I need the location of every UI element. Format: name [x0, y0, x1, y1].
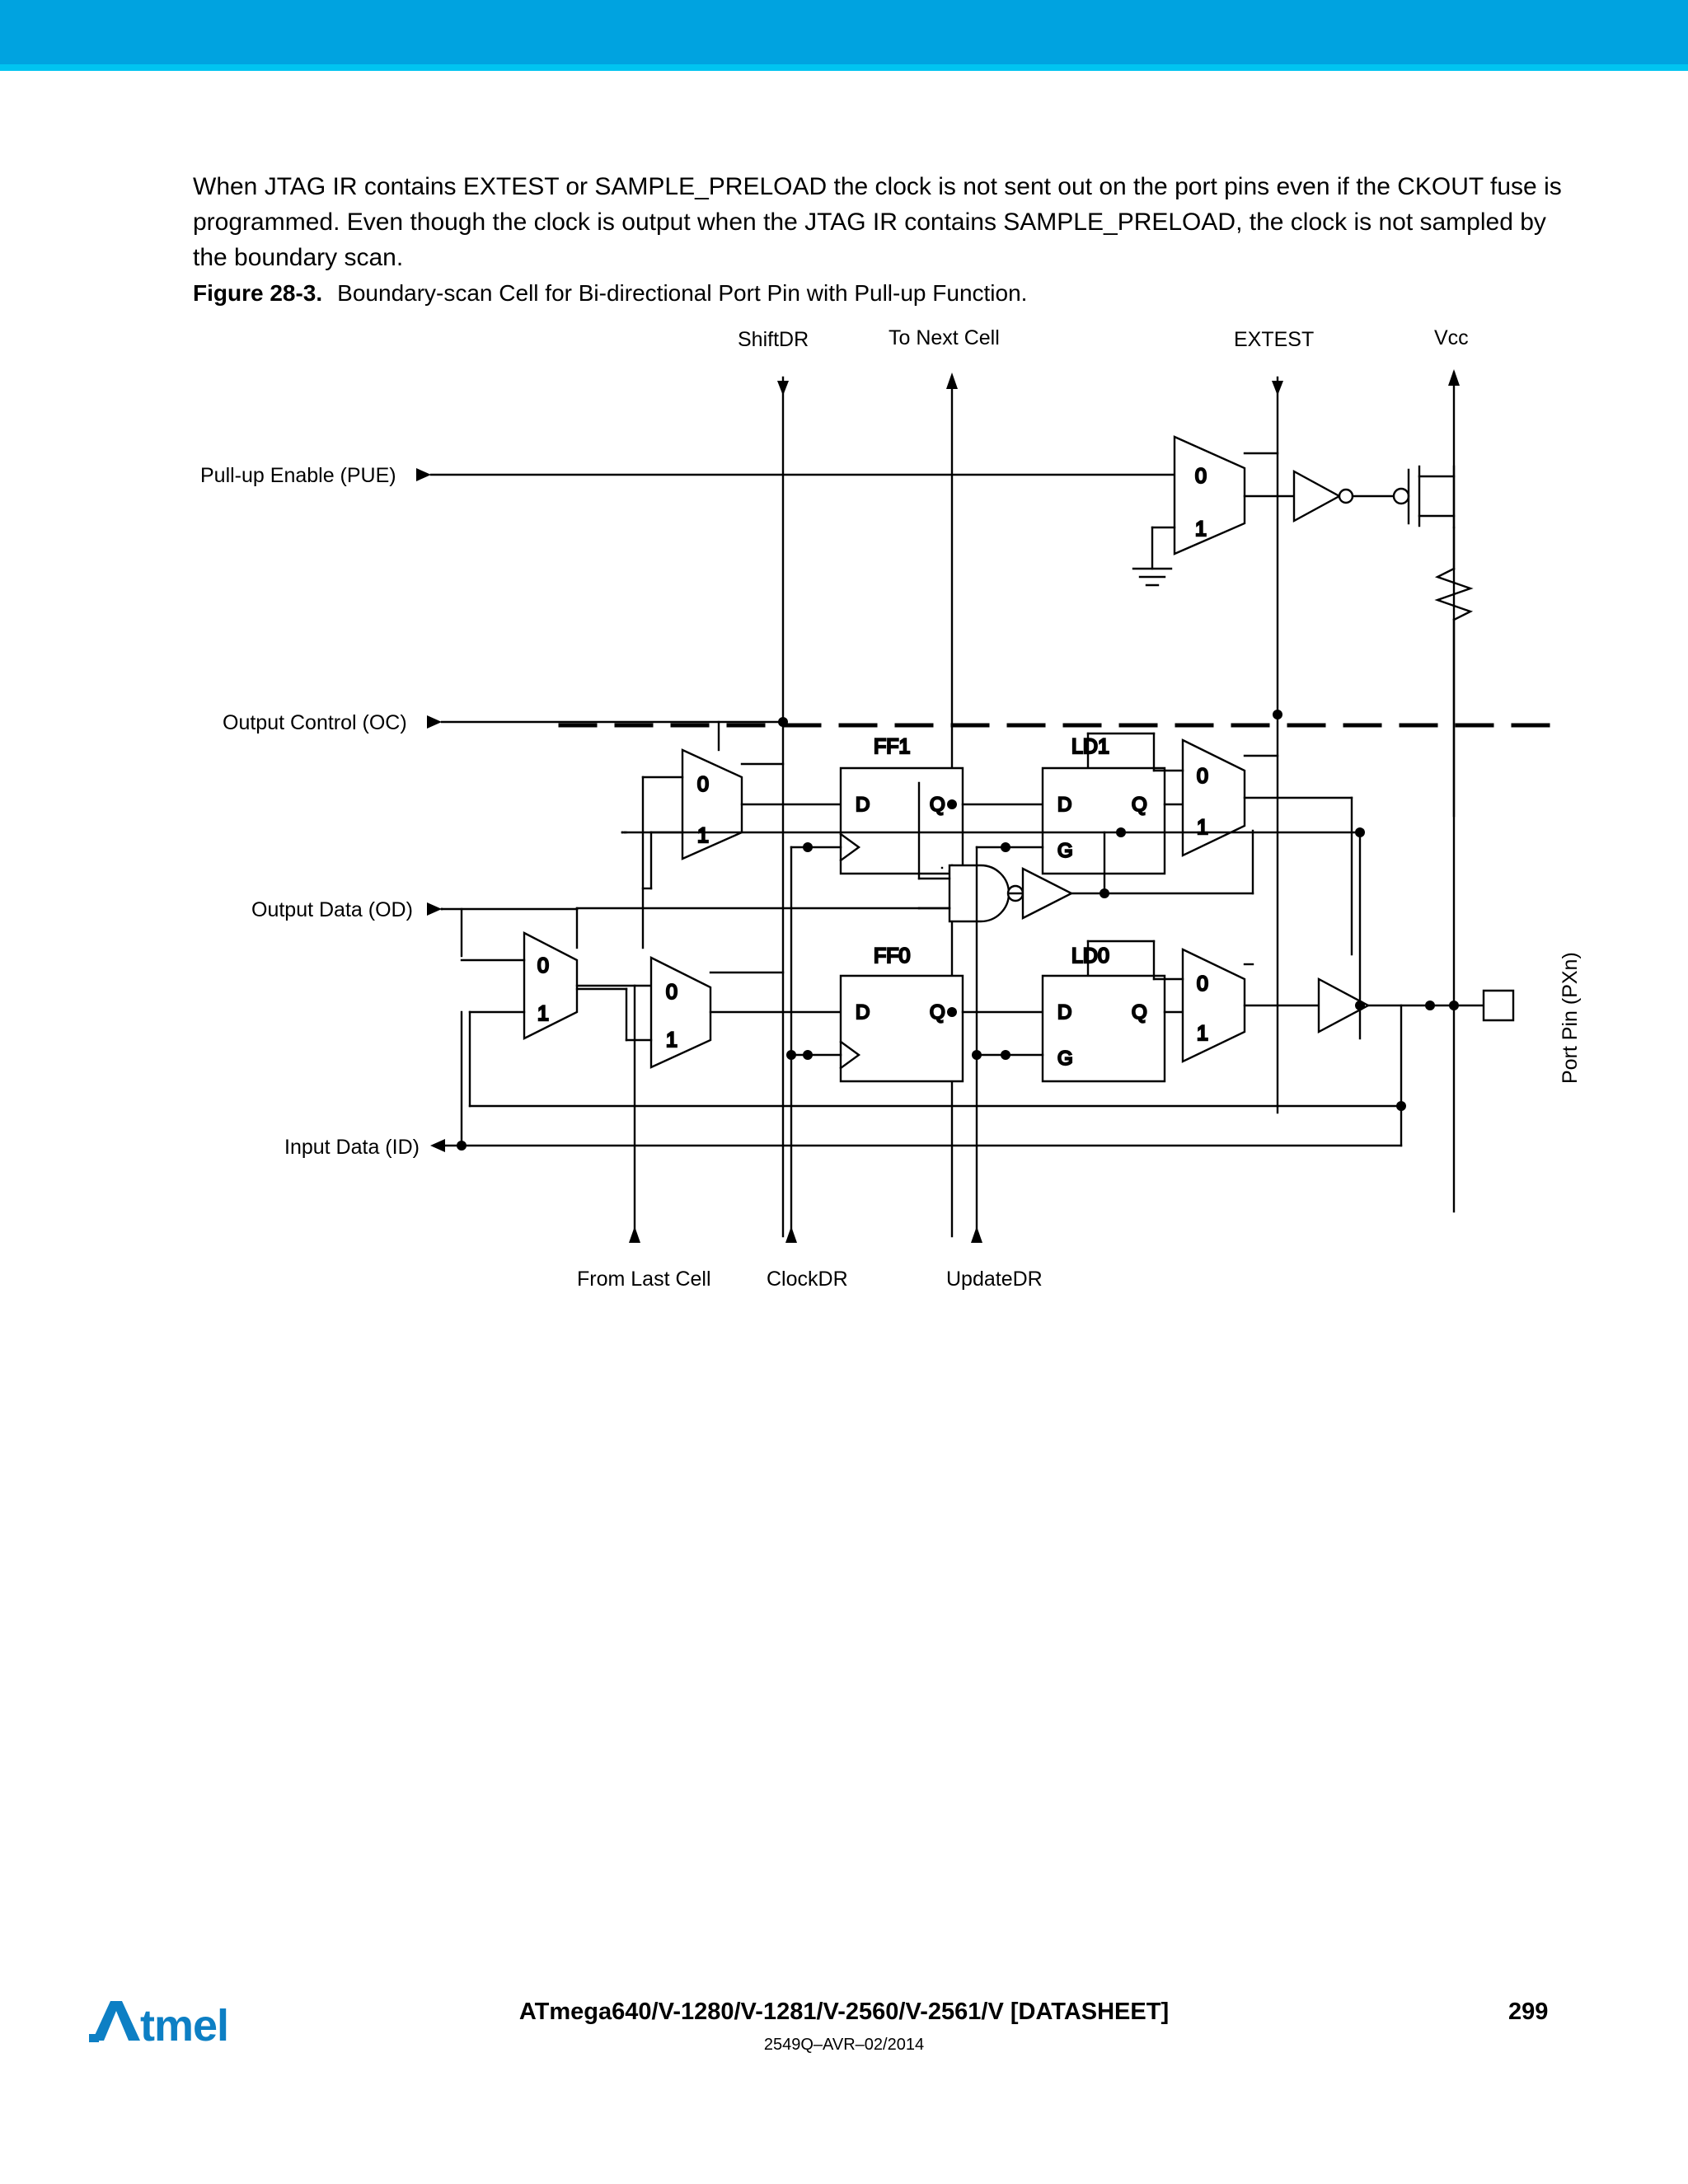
svg-text:tmel: tmel [140, 2001, 229, 2046]
label-vcc: Vcc [1434, 326, 1469, 349]
label-port-pin: Port Pin (PXn) [1559, 952, 1582, 1084]
figure-caption [193, 280, 1027, 307]
svg-text:D: D [1057, 1001, 1072, 1024]
svg-text:LD1: LD1 [1071, 735, 1109, 758]
svg-text:1: 1 [1197, 1022, 1208, 1045]
header-band [0, 0, 1688, 64]
svg-text:0: 0 [1195, 465, 1207, 488]
svg-text:1: 1 [1195, 518, 1207, 541]
footer-page-number: 299 [1508, 1999, 1549, 2025]
footer-title: ATmega640/V-1280/V-1281/V-2560/V-2561/V [DATASHEET] [518, 1999, 1170, 2025]
svg-text:1: 1 [537, 1002, 549, 1025]
svg-text:G: G [1057, 840, 1073, 862]
svg-text:0: 0 [697, 773, 709, 796]
label-id: Input Data (ID) [284, 1136, 420, 1159]
label-from-last-cell: From Last Cell [577, 1268, 711, 1291]
body-paragraph: When JTAG IR contains EXTEST or SAMPLE_PRELOAD the clock is not sent out on the port pins even if the CKOUT fuse is programmed. Even though the clock is output when the JTAG IR contains SAMPLE_PRELOAD, the clock is not sampled by the boundary scan. [193, 173, 1562, 271]
svg-text:1: 1 [666, 1029, 678, 1052]
svg-text:Q: Q [930, 794, 945, 816]
svg-text:LD0: LD0 [1071, 944, 1109, 968]
svg-text:Q: Q [1132, 794, 1147, 816]
svg-text:D: D [856, 794, 870, 816]
label-extest: EXTEST [1234, 328, 1315, 351]
svg-text:1: 1 [1197, 816, 1208, 839]
svg-text:D: D [856, 1001, 870, 1024]
label-pue: Pull-up Enable (PUE) [200, 464, 396, 487]
figure-number: Figure 28-3. [193, 280, 323, 306]
figure-title: Boundary-scan Cell for Bi-directional Port Pin with Pull-up Function. [337, 280, 1028, 306]
figure-diagram [0, 321, 1688, 1607]
svg-text:0: 0 [1197, 972, 1208, 996]
label-oc: Output Control (OC) [223, 711, 407, 734]
svg-text:Q: Q [930, 1001, 945, 1024]
svg-text:D: D [1057, 794, 1072, 816]
footer-docid: 2549Q–AVR–02/2014 [763, 2036, 925, 2054]
label-to-next-cell: To Next Cell [889, 326, 1000, 349]
label-clockdr: ClockDR [767, 1268, 848, 1291]
svg-text:0: 0 [1197, 765, 1208, 788]
label-updatedr: UpdateDR [946, 1268, 1043, 1291]
svg-text:FF0: FF0 [874, 944, 911, 968]
header-band-accent [0, 64, 1688, 71]
svg-text:0: 0 [666, 981, 678, 1004]
svg-text:0: 0 [537, 954, 549, 977]
svg-text:FF1: FF1 [874, 735, 911, 758]
svg-text:1: 1 [697, 824, 709, 847]
svg-text:Q: Q [1132, 1001, 1147, 1024]
svg-text:G: G [1057, 1047, 1073, 1070]
label-shiftdr: ShiftDR [738, 328, 809, 351]
label-od: Output Data (OD) [251, 898, 413, 921]
